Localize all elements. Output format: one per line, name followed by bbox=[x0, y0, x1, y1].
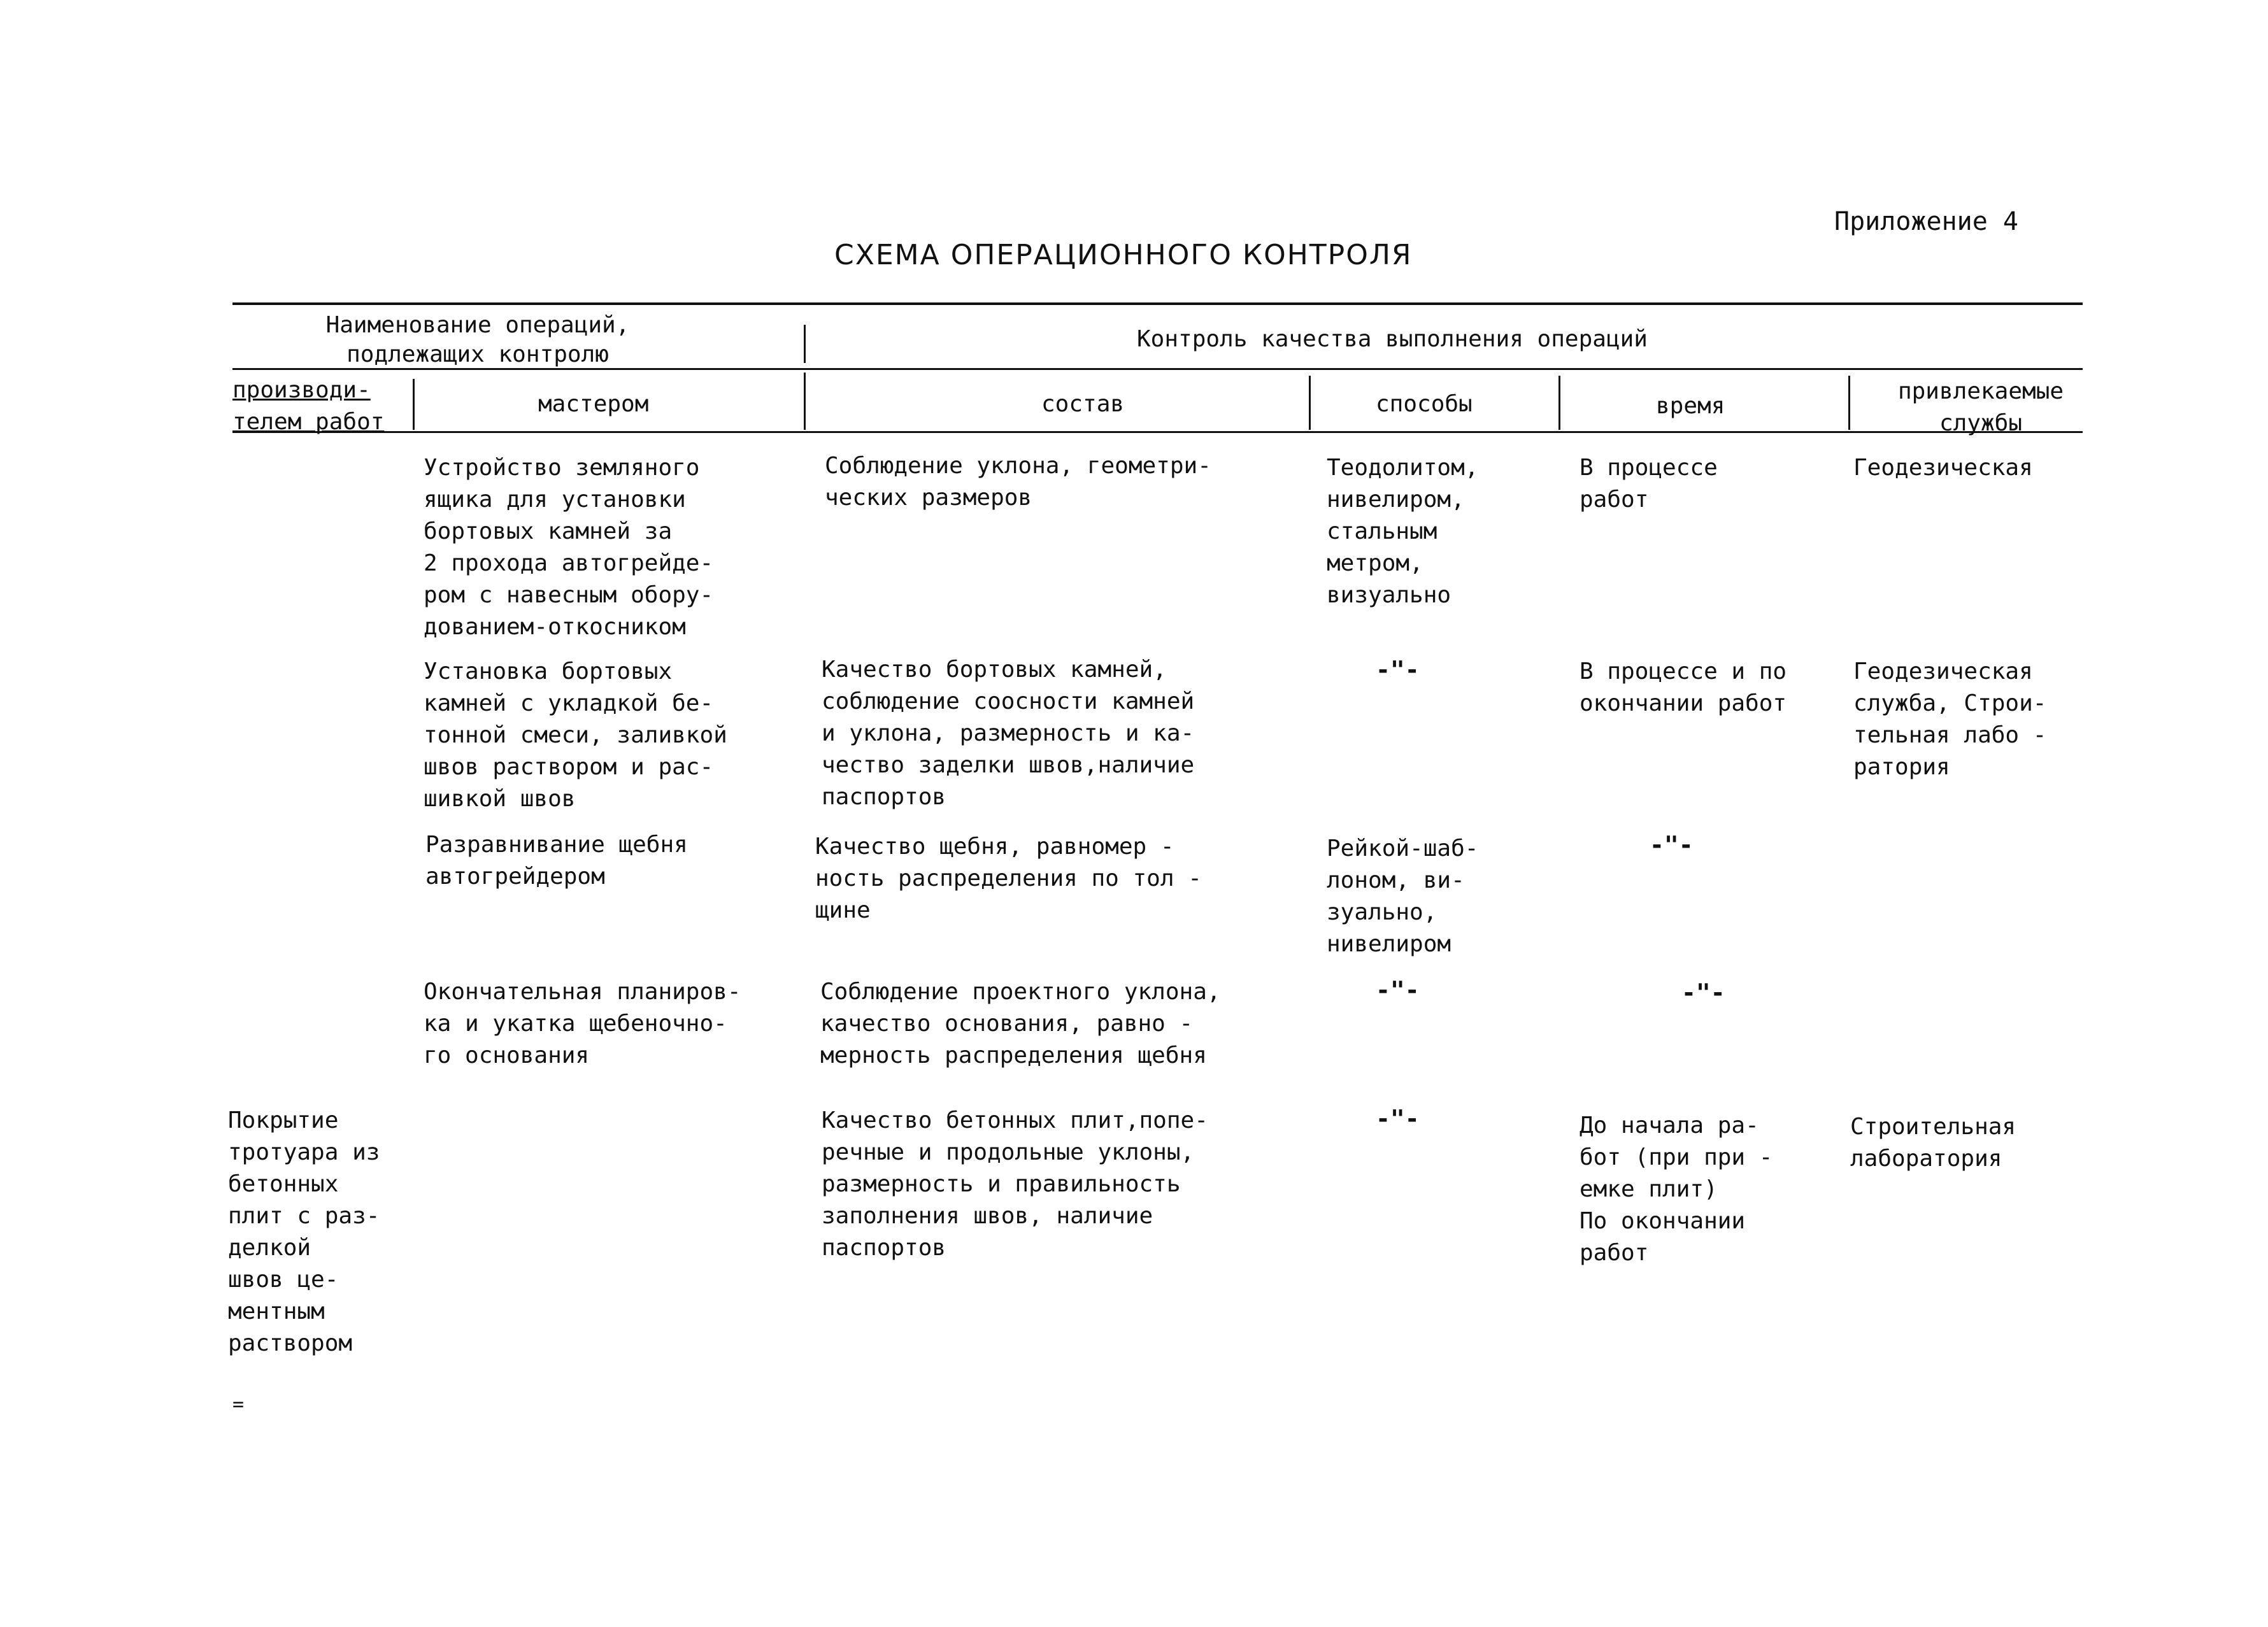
row1-master: Устройство земляного ящика для установки бортовых камней за 2 прохода автогрейде- ром с навесным обору- дованием-откосником bbox=[424, 455, 714, 640]
row3-master: Разравнивание щебня автогрейдером bbox=[425, 832, 688, 890]
page-title: СХЕМА ОПЕРАЦИОННОГО КОНТРОЛЯ bbox=[834, 239, 1413, 271]
row1-methods: Теодолитом, нивелиром, стальным метром, визуально bbox=[1327, 455, 1479, 608]
header-divider-services bbox=[1848, 376, 1850, 430]
row3-time: -"- bbox=[1650, 831, 1694, 859]
header-quality-group: Контроль качества выполнения операций bbox=[1137, 326, 1648, 352]
row2-composition: Качество бортовых камней, соблюдение соосности камней и уклона, размерность и ка- чество заделки швов,наличие паспортов bbox=[822, 657, 1195, 810]
header-bottom-rule bbox=[232, 431, 2083, 433]
header-col-services: привлекаемые службы bbox=[1897, 378, 2064, 436]
row1-services: Геодезическая bbox=[1853, 455, 2033, 481]
header-col-time: время bbox=[1656, 393, 1725, 419]
header-divider-groups bbox=[804, 325, 806, 363]
row4-methods: -"- bbox=[1376, 976, 1420, 1004]
row1-time: В процессе работ bbox=[1580, 455, 1718, 513]
row5-producer: Покрытие тротуара из бетонных плит с раз- делкой швов це- ментным раствором bbox=[228, 1107, 380, 1356]
row2-time: В процессе и по окончании работ bbox=[1580, 658, 1787, 716]
header-col-producer: производи- телем работ bbox=[232, 377, 385, 435]
page-footmark: = bbox=[232, 1393, 245, 1416]
header-col-master: мастером bbox=[538, 391, 649, 417]
header-col-methods: способы bbox=[1376, 391, 1473, 417]
row5-methods: -"- bbox=[1376, 1105, 1420, 1133]
table-top-rule bbox=[232, 302, 2083, 305]
header-operations-group: Наименование операций, подлежащих контролю bbox=[325, 312, 630, 367]
row5-services: Строительная лаборатория bbox=[1850, 1114, 2016, 1172]
row1-composition: Соблюдение уклона, геометри- ческих размеров bbox=[825, 453, 1211, 511]
row4-master: Окончательная планиров- ка и укатка щебеночно- го основания bbox=[424, 979, 741, 1069]
row2-master: Установка бортовых камней с укладкой бе- тонной смеси, заливкой швов раствором и рас- шивкой швов bbox=[424, 658, 727, 812]
header-divider-composition bbox=[804, 373, 806, 430]
header-divider-producer bbox=[413, 379, 415, 430]
header-col-composition: состав bbox=[1041, 391, 1125, 417]
header-divider-time bbox=[1558, 376, 1560, 430]
row4-time: -"- bbox=[1681, 979, 1725, 1007]
row5-composition: Качество бетонных плит,попе- речные и продольные уклоны, размерность и правильность заполнения швов, наличие паспортов bbox=[822, 1107, 1208, 1261]
appendix-label: Приложение 4 bbox=[1834, 207, 2018, 236]
row3-composition: Качество щебня, равномер - ность распределения по тол - щине bbox=[815, 834, 1202, 923]
header-divider-methods bbox=[1309, 376, 1311, 430]
row4-composition: Соблюдение проектного уклона, качество основания, равно - мерность распределения щебня bbox=[820, 979, 1221, 1069]
row5-time: До начала ра- бот (при при - емке плит) По окончании работ bbox=[1580, 1112, 1773, 1266]
row2-methods: -"- bbox=[1376, 656, 1420, 684]
row2-services: Геодезическая служба, Строи- тельная лабо - ратория bbox=[1853, 658, 2047, 780]
row3-methods: Рейкой-шаб- лоном, ви- зуально, нивелиром bbox=[1327, 835, 1479, 957]
